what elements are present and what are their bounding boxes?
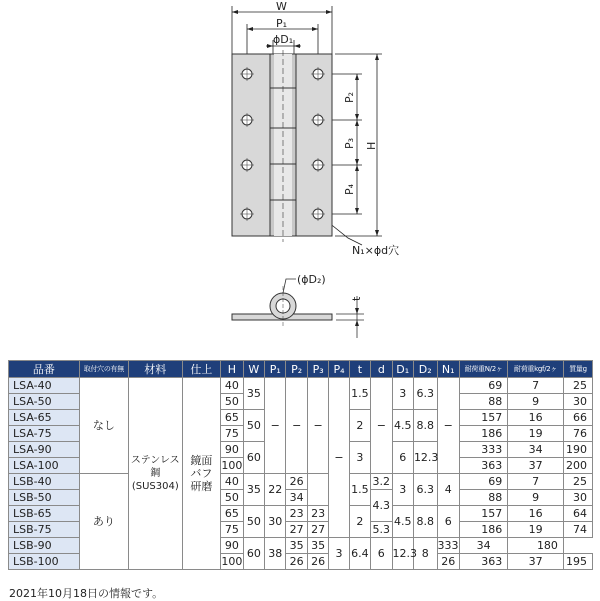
cell-d: 4.3 xyxy=(371,490,392,522)
cell-W: 35 xyxy=(243,474,264,506)
cell-P1: 30 xyxy=(265,506,286,538)
cell-mass: 74 xyxy=(563,522,592,538)
cell-mass: 25 xyxy=(563,378,592,394)
cell-D2: 6.3 xyxy=(413,474,437,506)
header-P1: P₁ xyxy=(265,361,286,378)
cell-mass: 25 xyxy=(563,474,592,490)
cell-N1: 6 xyxy=(437,506,460,538)
header-finish: 仕上 xyxy=(182,361,221,378)
cell-D2: 12.3 xyxy=(413,442,437,474)
cell-D1: 4.5 xyxy=(392,506,413,538)
cell-t: 2 xyxy=(349,410,370,442)
table-row xyxy=(9,378,593,394)
cell-load-kgf: 16 xyxy=(508,506,564,522)
header-part-number: 品番 xyxy=(9,361,80,378)
cell-load-kgf: 37 xyxy=(508,554,564,570)
cell-W: 50 xyxy=(243,410,264,442)
label-P4: P₄ xyxy=(343,183,356,195)
cell-load-kgf: 37 xyxy=(508,458,564,474)
cell-mass: 66 xyxy=(563,410,592,426)
material-name: ステンレス鋼 xyxy=(130,455,180,479)
part-number: LSB-40 xyxy=(9,474,80,490)
cell-H: 75 xyxy=(221,522,244,538)
label-H: H xyxy=(365,141,378,150)
label-P3: P₃ xyxy=(343,137,356,149)
cell-mass: 30 xyxy=(563,490,592,506)
cell-D2: 6.3 xyxy=(413,378,437,410)
cell-H: 100 xyxy=(221,459,243,472)
cell-W: 60 xyxy=(243,442,264,474)
cell-mass: 30 xyxy=(563,394,592,410)
cell-load-kgf: 16 xyxy=(508,410,564,426)
cell-P1: 22 xyxy=(265,474,286,506)
cell-t: 2 xyxy=(349,506,370,538)
cell-load-n: 363 xyxy=(460,554,508,570)
cell-H: 40 xyxy=(221,474,244,490)
part-number: LSB-100 xyxy=(9,554,80,570)
cell-D2: 8.8 xyxy=(413,506,437,538)
header-mass: 質量g xyxy=(563,361,592,378)
cell-d: 6.4 xyxy=(349,538,370,570)
cell-D1: 6 xyxy=(392,442,413,474)
cell-P1: − xyxy=(265,378,286,474)
cell-load-kgf: 34 xyxy=(508,442,564,458)
cell-P4: 26 xyxy=(437,554,460,570)
cell-P2: 27 xyxy=(286,522,307,538)
finish-cell xyxy=(182,378,221,570)
header-load-kgf: 耐荷重kgf/2ヶ xyxy=(508,361,564,378)
header-material: 材料 xyxy=(129,361,183,378)
cell-load-kgf: 34 xyxy=(460,538,508,554)
cell-load-n: 157 xyxy=(460,506,508,522)
cell-mass: 190 xyxy=(563,442,592,458)
cell-load-n: 88 xyxy=(460,490,508,506)
cell-P3: 35 xyxy=(307,538,328,554)
cell-H: 90 xyxy=(221,538,244,554)
cell-D1: 3 xyxy=(392,378,413,410)
cell-W: 50 xyxy=(243,506,264,538)
cell-H: 65 xyxy=(221,410,244,426)
cell-W: 35 xyxy=(243,378,264,410)
cell-load-n: 333 xyxy=(460,442,508,458)
cell-t: 1.5 xyxy=(349,474,370,506)
cell-load-kgf: 9 xyxy=(508,490,564,506)
header-D2: D₂ xyxy=(413,361,437,378)
label-P1: P₁ xyxy=(276,17,288,30)
cell-D1: 6 xyxy=(371,538,392,570)
cell-mass: 76 xyxy=(563,426,592,442)
hinge-side-view xyxy=(232,279,364,338)
cell-mass: 64 xyxy=(563,506,592,522)
cell-mass: 200 xyxy=(563,458,592,474)
cell-W: 60 xyxy=(243,538,264,570)
cell-load-n: 69 xyxy=(460,378,508,394)
cell-H: 50 xyxy=(221,394,244,410)
cell-P3: 26 xyxy=(307,554,328,570)
part-number: LSA-50 xyxy=(9,394,80,410)
part-number: LSA-65 xyxy=(9,410,80,426)
cell-P1: 38 xyxy=(265,538,286,570)
label-W: W xyxy=(276,0,287,13)
cell-mass: 195 xyxy=(563,554,592,570)
cell-P4: − xyxy=(329,378,349,538)
cell-D2: 8.8 xyxy=(413,410,437,442)
header-N1: N₁ xyxy=(437,361,460,378)
cell-d: 5.3 xyxy=(372,523,391,536)
part-number: LSB-50 xyxy=(9,490,80,506)
cell-t: 3 xyxy=(349,442,370,474)
header-d: d xyxy=(371,361,392,378)
cell-P3: − xyxy=(307,378,328,474)
cell-P3 xyxy=(307,474,328,506)
header-t: t xyxy=(349,361,370,378)
cell-D2: 12.3 xyxy=(392,538,413,570)
cell-P2: 23 xyxy=(286,506,307,522)
mounting-cell: なし xyxy=(79,378,128,474)
header-P4: P₄ xyxy=(329,361,349,378)
cell-load-n: 157 xyxy=(460,410,508,426)
cell-load-kgf: 7 xyxy=(508,378,564,394)
cell-N1: 8 xyxy=(413,538,437,570)
header-mounting-hole: 取付穴の有無 xyxy=(79,361,128,378)
header-load-n: 耐荷重N/2ヶ xyxy=(460,361,508,378)
header-H: H xyxy=(221,361,244,378)
cell-H: 75 xyxy=(221,426,244,442)
cell-load-n: 333 xyxy=(437,539,459,552)
finish-line-1: 鏡面 xyxy=(190,454,213,467)
cell-load-kgf: 7 xyxy=(508,474,564,490)
cell-P2: 34 xyxy=(286,490,307,506)
material-grade: (SUS304) xyxy=(131,481,179,492)
cell-N1: − xyxy=(437,378,460,474)
table-row xyxy=(9,474,593,490)
footnote: 2021年10月18日の情報です。 xyxy=(9,587,164,600)
part-number: LSA-100 xyxy=(9,458,80,474)
cell-load-kgf: 19 xyxy=(508,522,564,538)
label-D1: ϕD₁ xyxy=(273,33,294,46)
spec-table xyxy=(8,360,593,570)
cell-P2: − xyxy=(286,378,307,474)
cell-H: 90 xyxy=(221,442,244,458)
mounting-cell: あり xyxy=(79,474,128,570)
label-D2: (ϕD₂) xyxy=(297,273,326,286)
cell-P2: 26 xyxy=(286,474,307,490)
cell-H: 40 xyxy=(221,378,244,394)
header-D1: D₁ xyxy=(392,361,413,378)
cell-P2: 35 xyxy=(286,538,307,554)
cell-H: 100 xyxy=(221,555,243,568)
cell-P3: 27 xyxy=(307,522,328,538)
cell-load-n: 69 xyxy=(460,474,508,490)
cell-D1: 4.5 xyxy=(392,410,413,442)
label-P2: P₂ xyxy=(343,91,356,103)
cell-t: 1.5 xyxy=(349,378,370,410)
label-t: t xyxy=(350,296,363,301)
header-W: W xyxy=(243,361,264,378)
cell-mass: 180 xyxy=(508,538,564,554)
table-header-row xyxy=(9,361,593,378)
cell-d: − xyxy=(371,378,392,474)
part-number: LSB-90 xyxy=(9,538,80,554)
header-P3: P₃ xyxy=(307,361,328,378)
cell-t: 3 xyxy=(329,538,349,570)
finish-line-3: 研磨 xyxy=(190,480,213,493)
cell-load-kgf: 19 xyxy=(508,426,564,442)
cell-load-n: 363 xyxy=(460,458,508,474)
part-number: LSA-90 xyxy=(9,442,80,458)
cell-H: 65 xyxy=(221,506,244,522)
material-cell xyxy=(129,378,183,570)
cell-P2: 26 xyxy=(286,554,307,570)
cell-N1: 4 xyxy=(437,474,460,506)
part-number: LSA-40 xyxy=(9,378,80,394)
cell-D1: 3 xyxy=(392,474,413,506)
label-hole: N₁×ϕd穴 xyxy=(352,244,400,257)
cell-load-kgf: 9 xyxy=(508,394,564,410)
header-P2: P₂ xyxy=(286,361,307,378)
part-number: LSB-75 xyxy=(9,522,80,538)
cell-P3: 23 xyxy=(307,506,328,522)
cell-load-n: 186 xyxy=(460,426,508,442)
cell-load-n: 186 xyxy=(460,522,508,538)
cell-d: 3.2 xyxy=(372,475,391,488)
finish-line-2: バフ xyxy=(190,467,213,480)
part-number: LSB-65 xyxy=(9,506,80,522)
cell-H: 50 xyxy=(221,490,244,506)
cell-load-n: 88 xyxy=(460,394,508,410)
part-number: LSA-75 xyxy=(9,426,80,442)
